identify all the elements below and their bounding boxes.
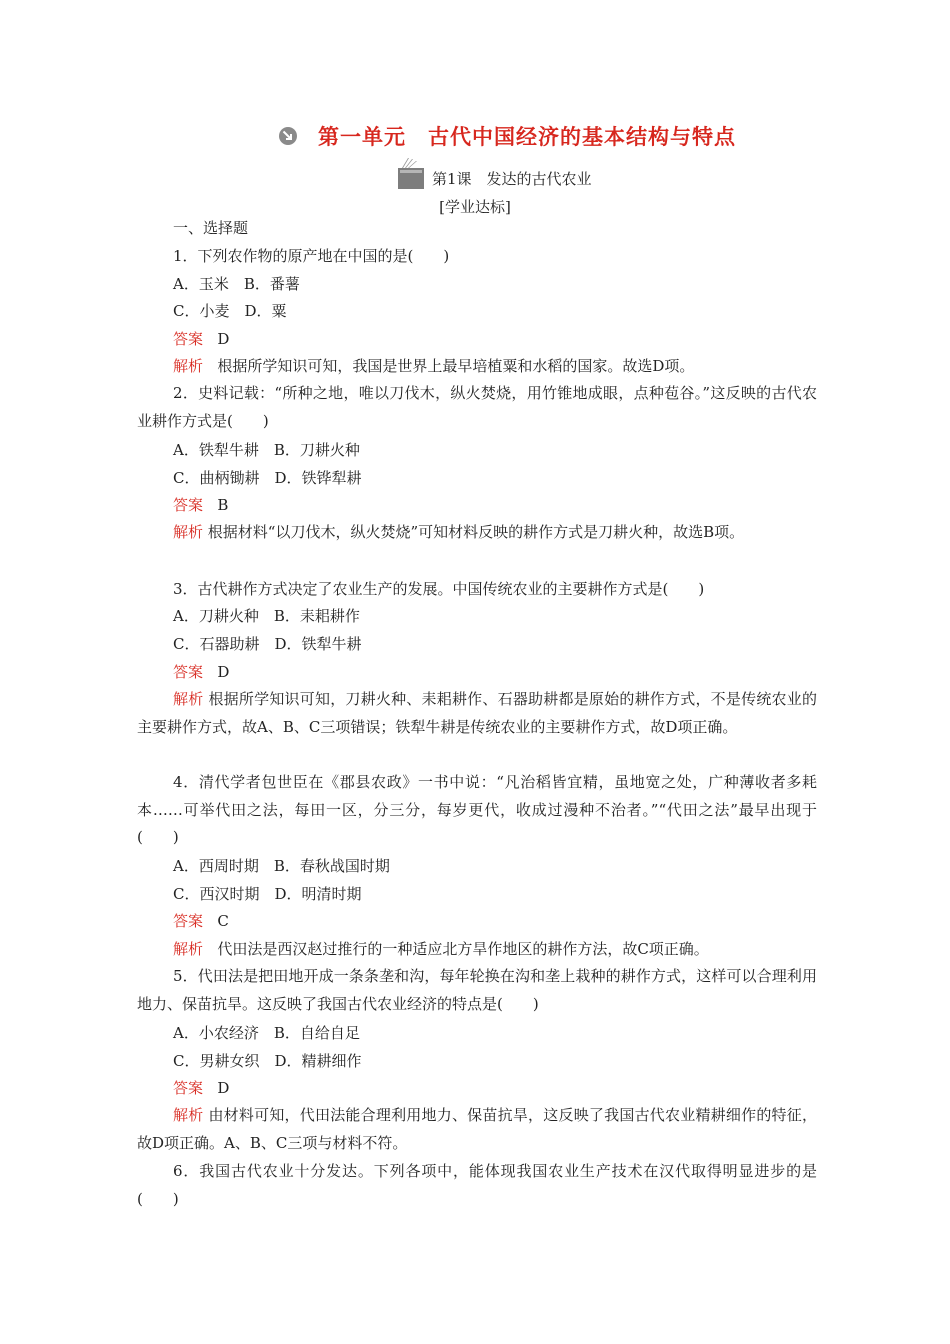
question-stem: 5．代田法是把田地开成一条条垄和沟，每年轮换在沟和垄上栽种的耕作方式，这样可以合理利用地力、保苗抗旱。这反映了我国古代农业经济的特点是( ): [137, 967, 817, 1013]
question-option: C．石器助耕 D．铁犁牛耕: [173, 635, 362, 653]
section-heading: 一、选择题: [173, 219, 249, 237]
analysis-line: [137, 519, 817, 547]
unit-title: [278, 120, 736, 152]
question-stem: 6．我国古代农业十分发达。下列各项中，能体现我国农业生产技术在汉代取得明显进步的是( ): [137, 1162, 817, 1208]
question-option: A．刀耕火种 B．耒耜耕作: [173, 607, 360, 625]
analysis-label: 解析: [173, 940, 204, 958]
analysis-text: 根据材料“以刀伐木，纵火焚烧”可知材料反映的耕作方式是刀耕火种，故选B项。: [207, 523, 745, 541]
question-stem: 2．史料记载：“所种之地，唯以刀伐木，纵火焚烧，用竹锥地成眼，点种苞谷。”这反映的古代农业耕作方式是( ): [137, 384, 817, 430]
question-option: C．男耕女织 D．精耕细作: [173, 1052, 362, 1070]
question-stem: 3．古代耕作方式决定了农业生产的发展。中国传统农业的主要耕作方式是( ): [173, 580, 705, 598]
answer-line: [173, 329, 229, 349]
analysis-line: [137, 1102, 817, 1157]
question-stem: 1．下列农作物的原产地在中国的是( ): [173, 247, 450, 265]
answer-line: [173, 911, 229, 931]
question-option: A．西周时期 B．春秋战国时期: [173, 857, 390, 875]
analysis-text: 代田法是西汉赵过推行的一种适应北方旱作地区的耕作方法，故C项正确。: [217, 940, 709, 958]
analysis-line: [173, 939, 709, 959]
arrow-badge-icon: [278, 126, 298, 146]
analysis-text: 根据所学知识可知，刀耕火种、耒耜耕作、石器助耕都是原始的耕作方式，不是传统农业的主要耕作方式，故A、B、C三项错误；铁犁牛耕是传统农业的主要耕作方式，故D项正确。: [137, 690, 817, 736]
answer-value: B: [217, 496, 229, 514]
question-option: A．小农经济 B．自给自足: [173, 1024, 360, 1042]
lesson-title-text: 第1课 发达的古代农业: [432, 170, 592, 188]
question-option: A．玉米 B．番薯: [173, 275, 300, 293]
answer-value: D: [217, 1079, 230, 1097]
lesson-title: [396, 156, 592, 190]
question-option: C．曲柄锄耕 D．铁铧犁耕: [173, 469, 362, 487]
unit-title-text: 第一单元 古代中国经济的基本结构与特点: [318, 125, 736, 149]
analysis-text: 由材料可知，代田法能合理利用地力、保苗抗旱，这反映了我国古代农业精耕细作的特征，故D项正确。A、B、C三项与材料不符。: [137, 1106, 817, 1152]
analysis-label: 解析: [173, 690, 204, 708]
answer-line: [173, 495, 228, 515]
question-option: C．小麦 D．粟: [173, 302, 287, 320]
answer-label: 答案: [173, 663, 204, 681]
analysis-label: 解析: [173, 357, 204, 375]
answer-label: 答案: [173, 1079, 204, 1097]
answer-value: D: [217, 663, 230, 681]
question-option: A．铁犁牛耕 B．刀耕火种: [173, 441, 360, 459]
answer-line: [173, 1078, 229, 1098]
answer-label: 答案: [173, 912, 204, 930]
answer-line: [173, 662, 229, 682]
analysis-line: [137, 686, 817, 741]
question-stem: 4．清代学者包世臣在《郡县农政》一书中说：“凡治稻皆宜精，虽地宽之处，广种薄收者多耗本……可举代田之法，每田一区，分三分，每岁更代，收成过漫种不治者。”“代田之法”最早出现于( ): [137, 773, 817, 847]
analysis-line: [173, 356, 694, 376]
analysis-text: 根据所学知识可知，我国是世界上最早培植粟和水稻的国家。故选D项。: [217, 357, 695, 375]
section-subtitle: [学业达标]: [439, 198, 511, 216]
answer-label: 答案: [173, 330, 204, 348]
answer-label: 答案: [173, 496, 204, 514]
book-stack-icon: [396, 156, 426, 190]
analysis-label: 解析: [173, 1106, 204, 1124]
answer-value: D: [217, 330, 230, 348]
question-option: C．西汉时期 D．明清时期: [173, 885, 362, 903]
answer-value: C: [217, 912, 229, 930]
analysis-label: 解析: [173, 523, 204, 541]
